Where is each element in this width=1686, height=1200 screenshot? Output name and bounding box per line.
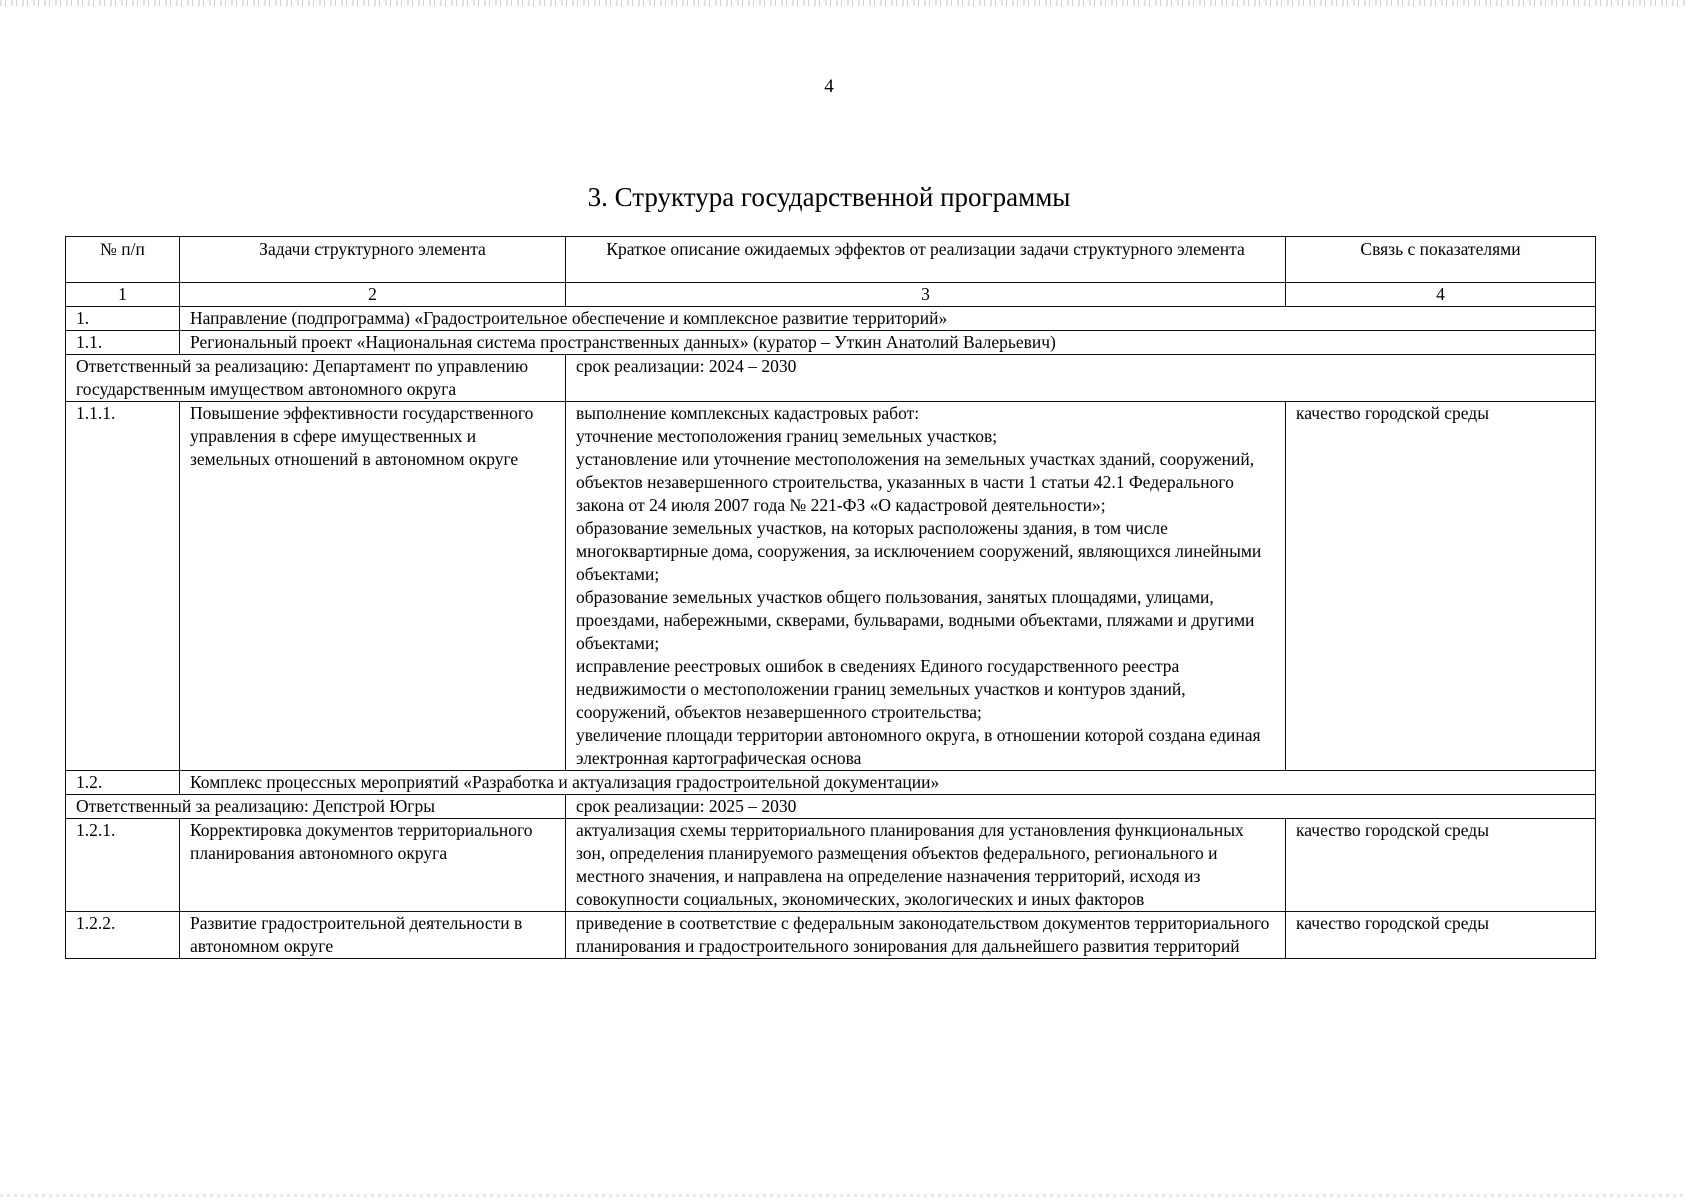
task-number: 1.2.1.	[66, 819, 180, 912]
effect-line: выполнение комплексных кадастровых работ:	[576, 403, 920, 423]
task-number: 1.2.2.	[66, 912, 180, 959]
complex-responsible-row	[66, 795, 1596, 819]
page-number: 4	[824, 76, 834, 97]
scan-artifact-bottom	[0, 1194, 1686, 1197]
task-effects: приведение в соответствие с федеральным законодательством документов территориального планирования и градостроительного зонирования для дальнейшего развития территорий	[566, 912, 1286, 959]
direction-number: 1.	[66, 307, 180, 331]
task-row-1-1-1	[66, 402, 1596, 771]
project-responsible: Ответственный за реализацию: Департамент по управлению государственным имуществом автономного округа	[66, 355, 566, 402]
effect-line: установление или уточнение местоположения на земельных участках зданий, сооружений, объектов незавершенного строительства, указанных в части 1 статьи 42.1 Федерального закона от 24 июля 2007 года № 221-ФЗ «О кадастровой деятельности»;	[576, 449, 1255, 515]
header-indicators: Связь с показателями	[1286, 237, 1596, 283]
complex-term: срок реализации: 2025 – 2030	[566, 795, 1596, 819]
program-structure-table	[65, 236, 1596, 959]
effect-line: образование земельных участков общего пользования, занятых площадями, улицами, проездами, набережными, скверами, бульварами, водными объектами, пляжами и другими объектами;	[576, 587, 1255, 653]
task-indicator: качество городской среды	[1286, 912, 1596, 959]
project-row	[66, 331, 1596, 355]
task-name: Корректировка документов территориального планирования автономного округа	[180, 819, 566, 912]
effect-line: образование земельных участков, на которых расположены здания, в том числе многоквартирные дома, сооружения, за исключением сооружений, являющихся линейными объектами;	[576, 518, 1262, 584]
direction-row	[66, 307, 1596, 331]
task-name: Повышение эффективности государственного управления в сфере имущественных и земельных отношений в автономном округе	[180, 402, 566, 771]
task-row-1-2-2	[66, 912, 1596, 959]
task-effects	[566, 402, 1286, 771]
column-number-1: 1	[66, 283, 180, 307]
task-number: 1.1.1.	[66, 402, 180, 771]
task-indicator: качество городской среды	[1286, 819, 1596, 912]
project-text: Региональный проект «Национальная система пространственных данных» (куратор – Уткин Анатолий Валерьевич)	[180, 331, 1596, 355]
complex-row	[66, 771, 1596, 795]
project-number: 1.1.	[66, 331, 180, 355]
task-indicator: качество городской среды	[1286, 402, 1596, 771]
header-effects: Краткое описание ожидаемых эффектов от реализации задачи структурного элемента	[566, 237, 1286, 283]
complex-text: Комплекс процессных мероприятий «Разработка и актуализация градостроительной документации»	[180, 771, 1596, 795]
direction-text: Направление (подпрограмма) «Градостроительное обеспечение и комплексное развитие территорий»	[180, 307, 1596, 331]
effect-line: уточнение местоположения границ земельных участков;	[576, 426, 998, 446]
task-name: Развитие градостроительной деятельности в автономном округе	[180, 912, 566, 959]
column-number-2: 2	[180, 283, 566, 307]
project-term: срок реализации: 2024 – 2030	[566, 355, 1596, 402]
effect-line: исправление реестровых ошибок в сведениях Единого государственного реестра недвижимости о местоположении границ земельных участков и контуров зданий, сооружений, объектов незавершенного строительства;	[576, 656, 1186, 722]
column-number-3: 3	[566, 283, 1286, 307]
header-number: № п/п	[66, 237, 180, 283]
complex-number: 1.2.	[66, 771, 180, 795]
header-row	[66, 237, 1596, 283]
project-responsible-row	[66, 355, 1596, 402]
task-effects: актуализация схемы территориального планирования для установления функциональных зон, определения планируемого размещения объектов федерального, регионального и местного значения, и направлена на определение назначения территорий, исходя из совокупности социальных, экономических, экологических и иных факторов	[566, 819, 1286, 912]
document-title: 3. Структура государственной программы	[587, 182, 1071, 212]
task-row-1-2-1	[66, 819, 1596, 912]
column-number-4: 4	[1286, 283, 1596, 307]
effect-line: увеличение площади территории автономного округа, в отношении которой создана единая электронная картографическая основа	[576, 725, 1261, 768]
scan-artifact-top	[0, 0, 1686, 6]
header-tasks: Задачи структурного элемента	[180, 237, 566, 283]
complex-responsible: Ответственный за реализацию: Депстрой Югры	[66, 795, 566, 819]
column-number-row	[66, 283, 1596, 307]
